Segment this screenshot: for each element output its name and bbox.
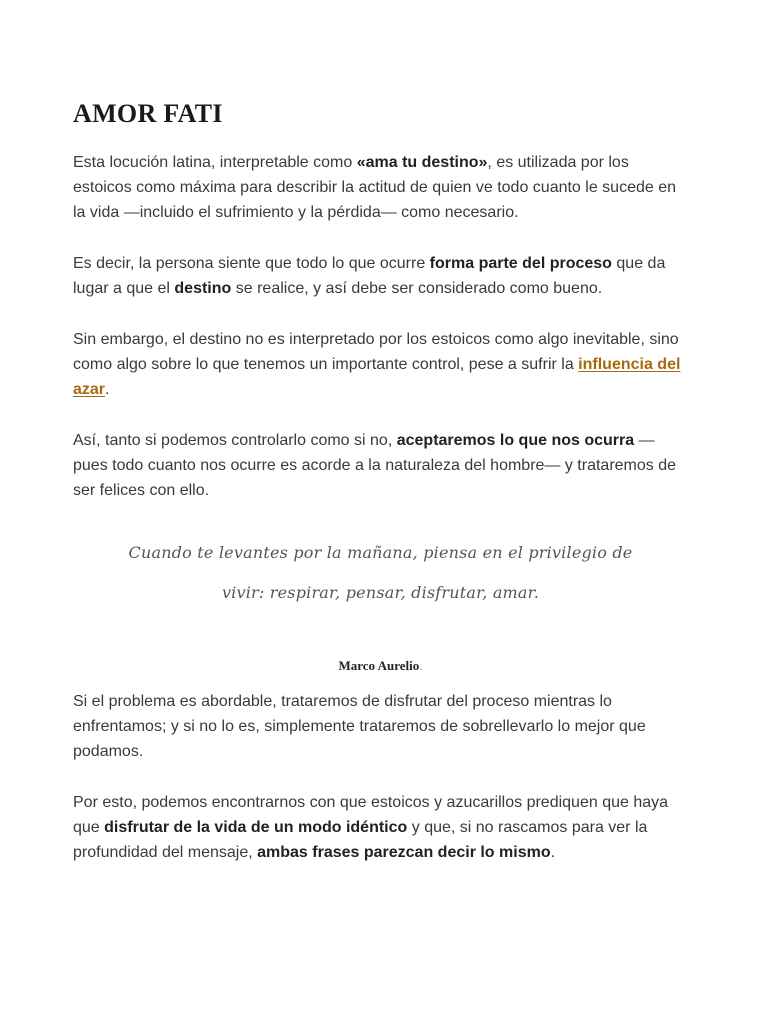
paragraph-text: . [105, 381, 110, 398]
bold-phrase: «ama tu destino» [356, 154, 488, 171]
quote-author-name: Marco Aurelio [338, 658, 420, 673]
paragraph-text: Esta locución latina, interpretable como [73, 154, 357, 171]
article [73, 96, 688, 891]
bold-phrase: disfrutar de la vida de un modo idéntico [104, 819, 408, 836]
paragraph-text: Es decir, la persona siente que todo lo que ocurre [73, 255, 430, 272]
quote-author-suffix: . [419, 658, 423, 673]
bold-phrase: aceptaremos lo que nos ocurra [396, 432, 635, 449]
paragraph-text: —pues todo cuanto nos ocurre es acorde a la naturaleza del hombre— y trataremos de ser felices con ello. [73, 432, 677, 499]
paragraph-text: . [550, 844, 556, 861]
paragraph-text: Si el problema es abordable, trataremos de disfrutar del proceso mientras lo enfrentamos; y si no lo es, simplemente trataremos de sobrellevarlo lo mejor que podamos. [73, 693, 646, 760]
paragraph-text: y que, si no rascamos para ver la profundidad del mensaje, [73, 819, 648, 861]
quote-author [73, 653, 688, 678]
paragraph-2 [73, 251, 688, 301]
bold-phrase: ambas frases parezcan decir lo mismo [257, 844, 551, 861]
paragraph-text: se realice, y así debe ser considerado como bueno. [231, 280, 603, 297]
bold-phrase: destino [174, 280, 232, 297]
paragraph-6 [73, 790, 688, 865]
paragraph-text: , es utilizada por los estoicos como máxima para describir la actitud de quien ve todo cuanto le sucede en la vida —incluido el sufrimiento y la pérdida— como necesario. [73, 154, 677, 221]
paragraph-3 [73, 327, 688, 402]
paragraph-1 [73, 150, 688, 225]
quote-line: Cuando te levantes por la mañana, piensa en el privilegio de [128, 543, 633, 562]
paragraph-text: Sin embargo, el destino no es interpretado por los estoicos como algo inevitable, sino como algo sobre lo que tenemos un importante control, pese a sufrir la [73, 331, 679, 373]
paragraph-text: que da lugar a que el [73, 255, 666, 297]
bold-phrase: forma parte del proceso [429, 255, 612, 272]
paragraph-text: Así, tanto si podemos controlarlo como si no, [73, 432, 397, 449]
blockquote [73, 533, 688, 613]
influencia-del-azar-link[interactable]: influencia del azar [73, 356, 681, 398]
paragraph-4 [73, 428, 688, 503]
quote-line: vivir: respirar, pensar, disfrutar, amar. [221, 583, 540, 602]
paragraph-5 [73, 689, 688, 764]
paragraph-text: Por esto, podemos encontrarnos con que estoicos y azucarillos prediquen que haya que [73, 794, 669, 836]
article-title: AMOR FATI [73, 99, 223, 128]
